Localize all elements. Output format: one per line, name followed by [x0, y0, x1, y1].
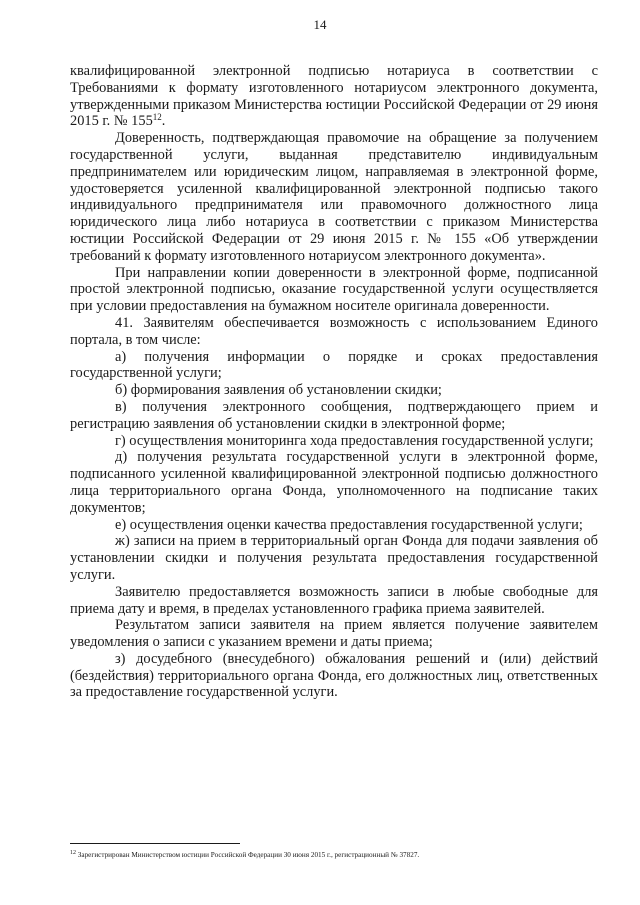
- paragraph-text: квалифицированной электронной подписью нотариуса в соответствии с Требованиями к формату изготовленного нотариусом электронного документа, утвержденными приказом Министерства юстиции Российской Федерации от 29 июня 2015 г. № 155: [70, 63, 598, 130]
- paragraph-appointment-time: Заявителю предоставляется возможность записи в любые свободные для приема дату и время, в пределах установленного графика приема заявителей.: [70, 583, 598, 617]
- list-item-v: в) получения электронного сообщения, подтверждающего прием и регистрацию заявления об установлении скидки в электронной форме;: [70, 398, 598, 432]
- document-body: [70, 63, 598, 701]
- footnote-marker: 12: [70, 850, 76, 856]
- list-item-d: д) получения результата государственной услуги в электронной форме, подписанного усиленной квалифицированной электронной подписью должностного лица территориального органа Фонда, уполномоченного на подписание таких документов;: [70, 449, 598, 516]
- paragraph-notary-signature: [70, 63, 598, 130]
- paragraph-item-41: 41. Заявителям обеспечивается возможность с использованием Единого портала, в том числе:: [70, 314, 598, 348]
- footnote-divider: [70, 843, 240, 844]
- paragraph-appointment-result: Результатом записи заявителя на прием является получение заявителем уведомления о записи с указанием времени и даты приема;: [70, 617, 598, 651]
- footnote: [70, 851, 598, 860]
- list-item-g: г) осуществления мониторинга хода предоставления государственной услуги;: [115, 432, 594, 449]
- paragraph-copy-of-attorney: При направлении копии доверенности в электронной форме, подписанной простой электронной подписью, оказание государственной услуги осуществляется при условии предоставления на бумажном носителе оригинала доверенности.: [70, 264, 598, 315]
- list-item-zh: ж) записи на прием в территориальный орган Фонда для подачи заявления об установлении скидки и получения результата предоставления государственной услуги.: [70, 533, 598, 583]
- paragraph-tail: .: [161, 113, 166, 130]
- paragraph-power-of-attorney: Доверенность, подтверждающая правомочие на обращение за получением государственной услуги, выданная представителю индивидуальным предпринимателем или юридическим лицом, направляемая в электронной форме, удостоверяется усиленной квалифицированной электронной подписью такого индивидуального предпринимателя или правомочного должностного лица юридического лица либо нотариуса в соответствии с приказом Министерства юстиции Российской Федерации от 29 июня 2015 г. № 155 «Об утверждении требований к формату изготовленного нотариусом электронного документа».: [70, 130, 598, 264]
- list-item-a: а) получения информации о порядке и сроках предоставления государственной услуги;: [70, 348, 598, 382]
- page-number: 14: [313, 17, 327, 32]
- list-item-e: е) осуществления оценки качества предоставления государственной услуги;: [115, 516, 583, 533]
- list-item-b: б) формирования заявления об установлении скидки;: [115, 382, 442, 399]
- footnote-reference: 12: [152, 112, 162, 123]
- list-item-z: з) досудебного (внесудебного) обжалования решений и (или) действий (бездействия) территориального органа Фонда, его должностных лиц, ответственных за предоставление государственной услуги.: [70, 650, 598, 701]
- footnote-text: Зарегистрирован Министерством юстиции Российской Федерации 30 июня 2015 г., регистрационный № 37827.: [77, 851, 420, 859]
